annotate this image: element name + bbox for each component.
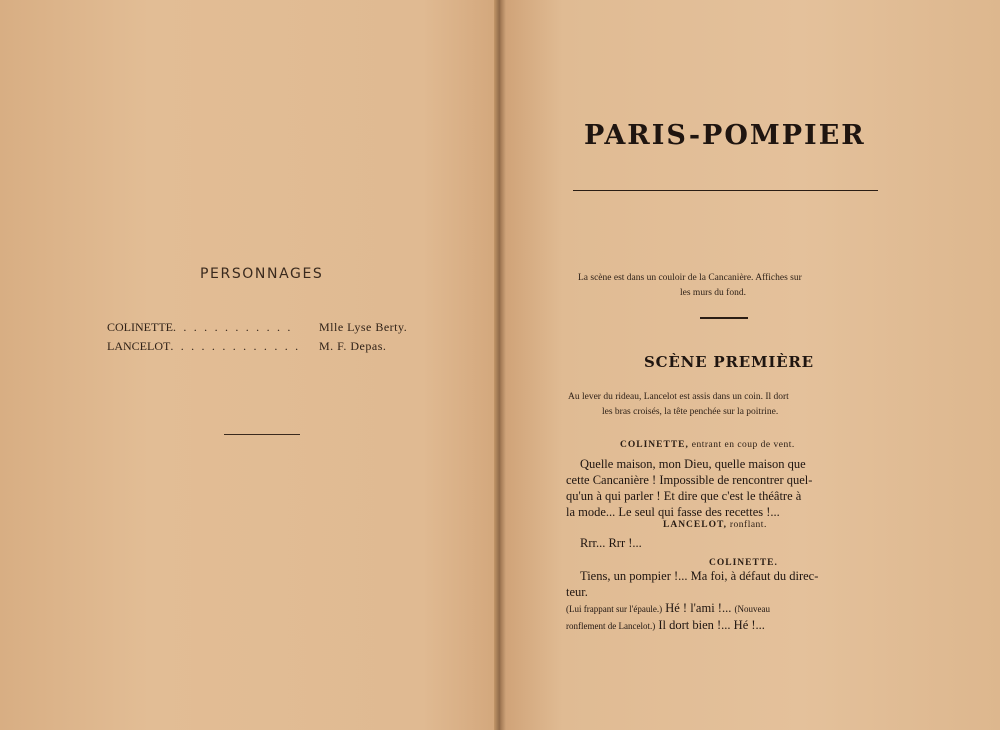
inline-direction: (Lui frappant sur l'épaule.) [566, 604, 663, 614]
cast-dots: . . . . . . . . . . . . [172, 320, 293, 334]
speaker-line [663, 520, 767, 530]
cast-dots: . . . . . . . . . . . . . [170, 339, 301, 353]
inline-direction: ronflement de Lancelot.) [566, 621, 656, 631]
cast-row [107, 320, 427, 335]
speaker-name: COLINETTE. [709, 558, 778, 568]
speaker-line [620, 440, 795, 450]
dialogue-line: qu'un à qui parler ! Et dire que c'est le théâtre à [566, 489, 802, 503]
stage-line: Au lever du rideau, Lancelot est assis dans un coin. Il dort [568, 392, 789, 402]
dialogue-text: Il dort bien !... Hé !... [658, 618, 765, 632]
dialogue-text: Hé ! l'ami !... [665, 601, 732, 615]
cast-actor: Mlle Lyse Berty. [319, 320, 408, 334]
ornamental-rule [224, 434, 300, 436]
speaker-direction: ronflant. [729, 520, 767, 530]
cast-role: LANCELOT [107, 339, 171, 353]
setting-line: La scène est dans un couloir de la Cancanière. Affiches sur [578, 273, 802, 283]
title-rule [573, 190, 878, 191]
speaker-name: COLINETTE, [620, 440, 689, 450]
dialogue-line: cette Cancanière ! Impossible de rencontrer quel- [566, 473, 813, 487]
dialogue [580, 535, 890, 551]
inline-direction: (Nouveau [734, 604, 770, 614]
cast-row [107, 339, 427, 354]
setting-description [578, 271, 884, 301]
speaker-direction: entrant en coup de vent. [691, 440, 795, 450]
cast-actor: M. F. Depas. [319, 339, 387, 353]
dialogue-line [566, 584, 876, 617]
dialogue [566, 568, 876, 634]
scene-title: SCÈNE PREMIÈRE [644, 353, 814, 371]
dialogue-line: Rrr... Rrr !... [580, 536, 642, 550]
play-title: PARIS-POMPIER [584, 120, 866, 151]
dialogue-line [566, 617, 876, 634]
setting-line: les murs du fond. [680, 288, 746, 298]
personnages-heading: PERSONNAGES [200, 266, 324, 282]
dialogue-line: Tiens, un pompier !... Ma foi, à défaut du direc- [580, 569, 819, 583]
short-rule [700, 317, 748, 319]
dialogue-line: la mode... Le seul qui fasse des recettes !... [566, 505, 780, 519]
cast-role: COLINETTE [107, 320, 173, 334]
speaker-name: LANCELOT, [663, 520, 727, 530]
dialogue-text: teur. [566, 585, 588, 599]
dialogue-line: Quelle maison, mon Dieu, quelle maison que [580, 457, 806, 471]
speaker-line [709, 558, 778, 568]
stage-direction [568, 390, 886, 420]
book-gutter [494, 0, 506, 730]
left-page [0, 0, 497, 730]
stage-line: les bras croisés, la tête penchée sur la poitrine. [602, 407, 779, 417]
dialogue [566, 456, 876, 520]
